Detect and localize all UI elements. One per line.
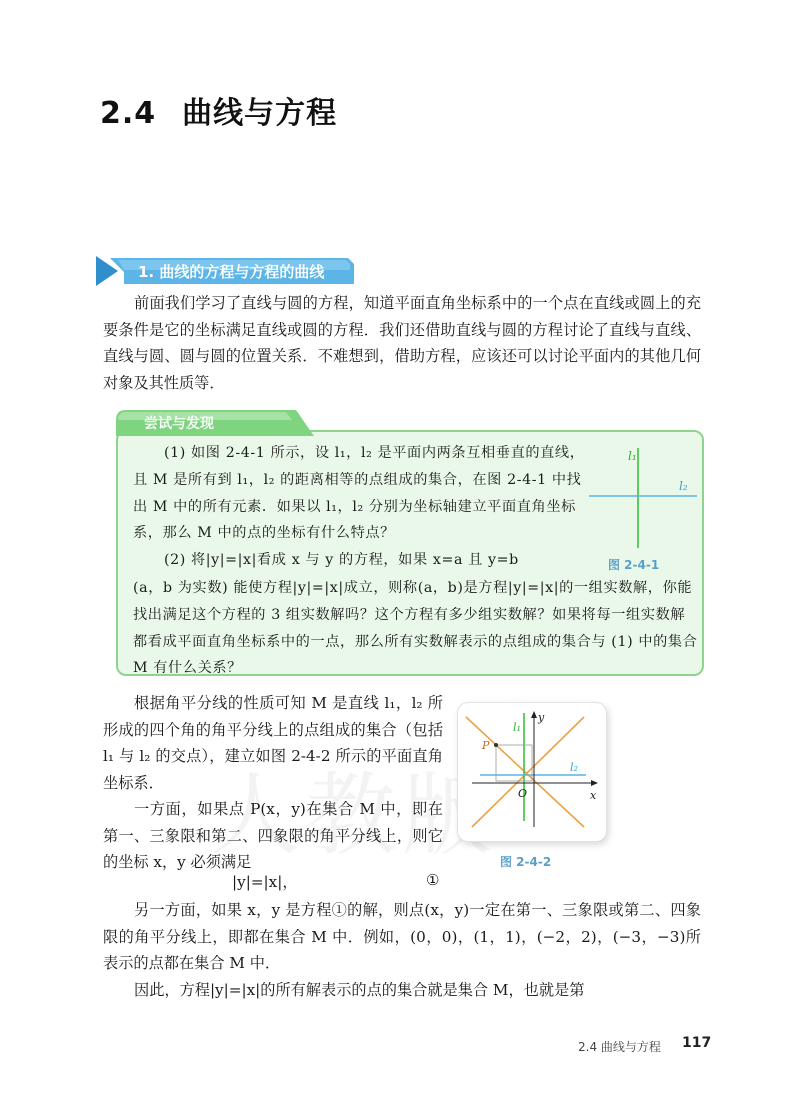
main-paragraph-1: 根据角平分线的性质可知 M 是直线 l₁，l₂ 所形成的四个角的角平分线上的点组成的集合（包括 l₁ 与 l₂ 的交点），建立如图 2-4-2 所示的平面直角坐标系．: [103, 694, 443, 792]
section-number: 2.4: [100, 96, 157, 131]
figure-2-4-1-caption: 图 2-4-1: [608, 558, 660, 572]
section-title: [100, 88, 337, 132]
x-arrow-icon: [591, 780, 598, 786]
label-l2-fig2: l₂: [570, 761, 578, 774]
intro-text: 前面我们学习了直线与圆的方程，知道平面直角坐标系中的一个点在直线或圆上的充要条件是它的坐标满足直线或圆的方程．我们还借助直线与圆的方程讨论了直线与直线、直线与圆、圆与圆的位置关系．不难想到，借助方程，应该还可以讨论平面内的其他几何对象及其性质等．: [103, 294, 701, 392]
subsection-banner-label: 1. 曲线的方程与方程的曲线: [138, 263, 325, 281]
figure-2-4-1: [585, 440, 700, 550]
figure-2-4-2: [458, 703, 606, 841]
label-l1-fig2: l₁: [513, 721, 521, 734]
label-l2: l₂: [679, 479, 688, 493]
try-item-2a-text: (2) 将|y|=|x|看成 x 与 y 的方程，如果 x=a 且 y=b: [164, 552, 519, 569]
try-discover-label: 尝试与发现: [144, 416, 214, 432]
formula-1: |y|=|x|，: [232, 873, 298, 891]
formula-1-tag: ①: [426, 871, 440, 889]
try-item-1: [133, 440, 588, 574]
main-text-block-1: [103, 690, 443, 876]
page-number: 117: [682, 1035, 712, 1051]
label-x: x: [590, 789, 597, 802]
try-item-2b-text: (a，b 为实数) 能使方程|y|=|x|成立，则称(a，b)是方程|y|=|x|的一组实数解，你能找出满足这个方程的 3 组实数解吗？这个方程有多少组实数解？如果将每一组实数解都看成平面直角坐标系中的一点，那么所有实数解表示的点组成的集合与 (1) 中的集合 M 有什么关系？: [133, 580, 698, 677]
label-origin: O: [518, 787, 528, 800]
main-paragraph-2: 一方面，如果点 P(x，y)在集合 M 中，即在第一、三象限和第二、四象限的角平分线上，则它的坐标 x，y 必须满足: [103, 800, 443, 871]
try-item-2: [133, 575, 698, 682]
subsection-banner: [96, 256, 356, 286]
main-paragraph-4: 因此，方程|y|=|x|的所有解表示的点的集合就是集合 M，也就是第: [134, 980, 585, 999]
figure-2-4-2-graph: [458, 703, 606, 841]
intro-paragraph: [103, 290, 701, 396]
try-discover-tab: [116, 410, 286, 436]
label-p: P: [482, 739, 490, 752]
section-title-text: 曲线与方程: [182, 96, 338, 131]
main-text-block-2: [103, 897, 701, 1003]
point-p: [494, 743, 498, 747]
figure-2-4-2-caption: 图 2-4-2: [500, 855, 552, 869]
main-paragraph-3: 另一方面，如果 x，y 是方程①的解，则点(x，y)一定在第一、三象限或第二、四象限的角平分线上，即都在集合 M 中．例如，(0，0)，(1，1)，(−2，2)，(−3，−3)所表示的点都在集合 M 中．: [103, 901, 701, 972]
y-arrow-icon: [531, 711, 537, 718]
label-y: y: [538, 711, 545, 724]
label-l1: l₁: [628, 449, 637, 463]
running-head: 2.4 曲线与方程: [578, 1040, 661, 1054]
try-item-1-text: (1) 如图 2-4-1 所示，设 l₁，l₂ 是平面内两条互相垂直的直线，且 M 是所有到 l₁，l₂ 的距离相等的点组成的集合，在图 2-4-1 中找出 M 中的所有元素．如果以 l₁，l₂ 分别为坐标轴建立平面直角坐标系，那么 M 中的点的坐标有什么特点？: [133, 445, 585, 542]
